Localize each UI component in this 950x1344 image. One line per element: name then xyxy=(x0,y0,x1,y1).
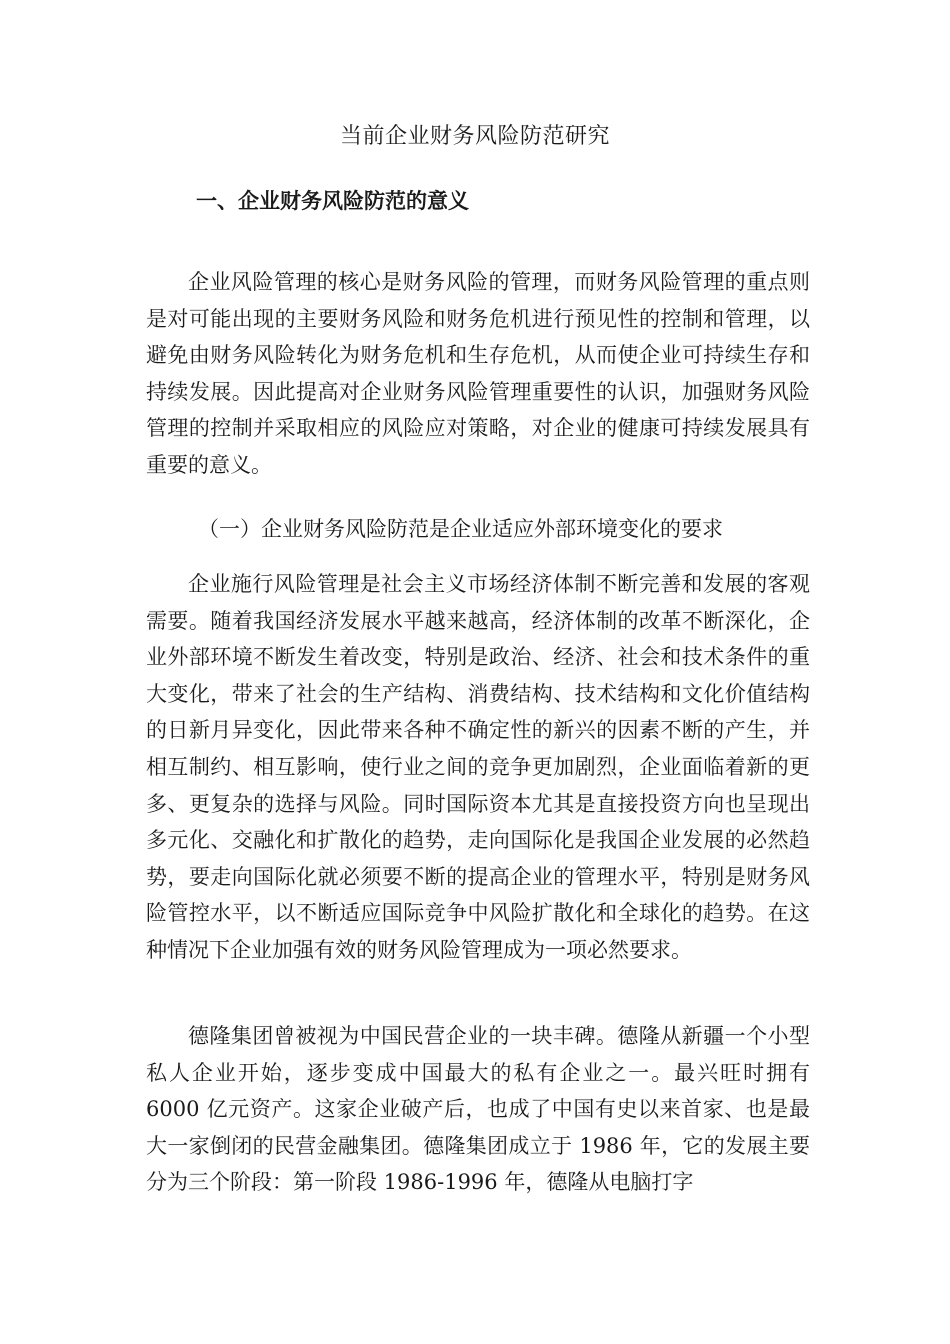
subsection-heading: （一）企业财务风险防范是企业适应外部环境变化的要求 xyxy=(198,517,723,541)
section-heading: 一、企业财务风险防范的意义 xyxy=(196,189,469,213)
body-paragraph: 企业施行风险管理是社会主义市场经济体制不断完善和发展的客观需要。随着我国经济发展水平越来越高，经济体制的改革不断深化，企业外部环境不断发生着改变，特别是政治、经济、社会和技术条件的重大变化，带来了社会的生产结构、消费结构、技术结构和文化价值结构的日新月异变化，因此带来各种不确定性的新兴的因素不断的产生，并相互制约、相互影响，使行业之间的竞争更加剧烈，企业面临着新的更多、更复杂的选择与风险。同时国际资本尤其是直接投资方向也呈现出多元化、交融化和扩散化的趋势，走向国际化是我国企业发展的必然趋势，要走向国际化就必须要不断的提高企业的管理水平，特别是财务风险管控水平，以不断适应国际竞争中风险扩散化和全球化的趋势。在这种情况下企业加强有效的财务风险管理成为一项必然要求。 xyxy=(146,572,810,962)
body-paragraph: 企业风险管理的核心是财务风险的管理，而财务风险管理的重点则是对可能出现的主要财务风险和财务危机进行预见性的控制和管理，以避免由财务风险转化为财务危机和生存危机，从而使企业可持续生存和持续发展。因此提高对企业财务风险管理重要性的认识，加强财务风险管理的控制并采取相应的风险应对策略，对企业的健康可持续发展具有重要的意义。 xyxy=(146,270,810,477)
document-title: 当前企业财务风险防范研究 xyxy=(339,124,610,149)
body-paragraph: 德隆集团曾被视为中国民营企业的一块丰碑。德隆从新疆一个小型私人企业开始，逐步变成中国最大的私有企业之一。最兴旺时拥有 6000 亿元资产。这家企业破产后，也成了中国有史以来首家、也是最大一家倒闭的民营金融集团。德隆集团成立于 1986 年，它的发展主要分为三个阶段：第一阶段 1986-1996 年，德隆从电脑打字 xyxy=(146,1024,810,1195)
